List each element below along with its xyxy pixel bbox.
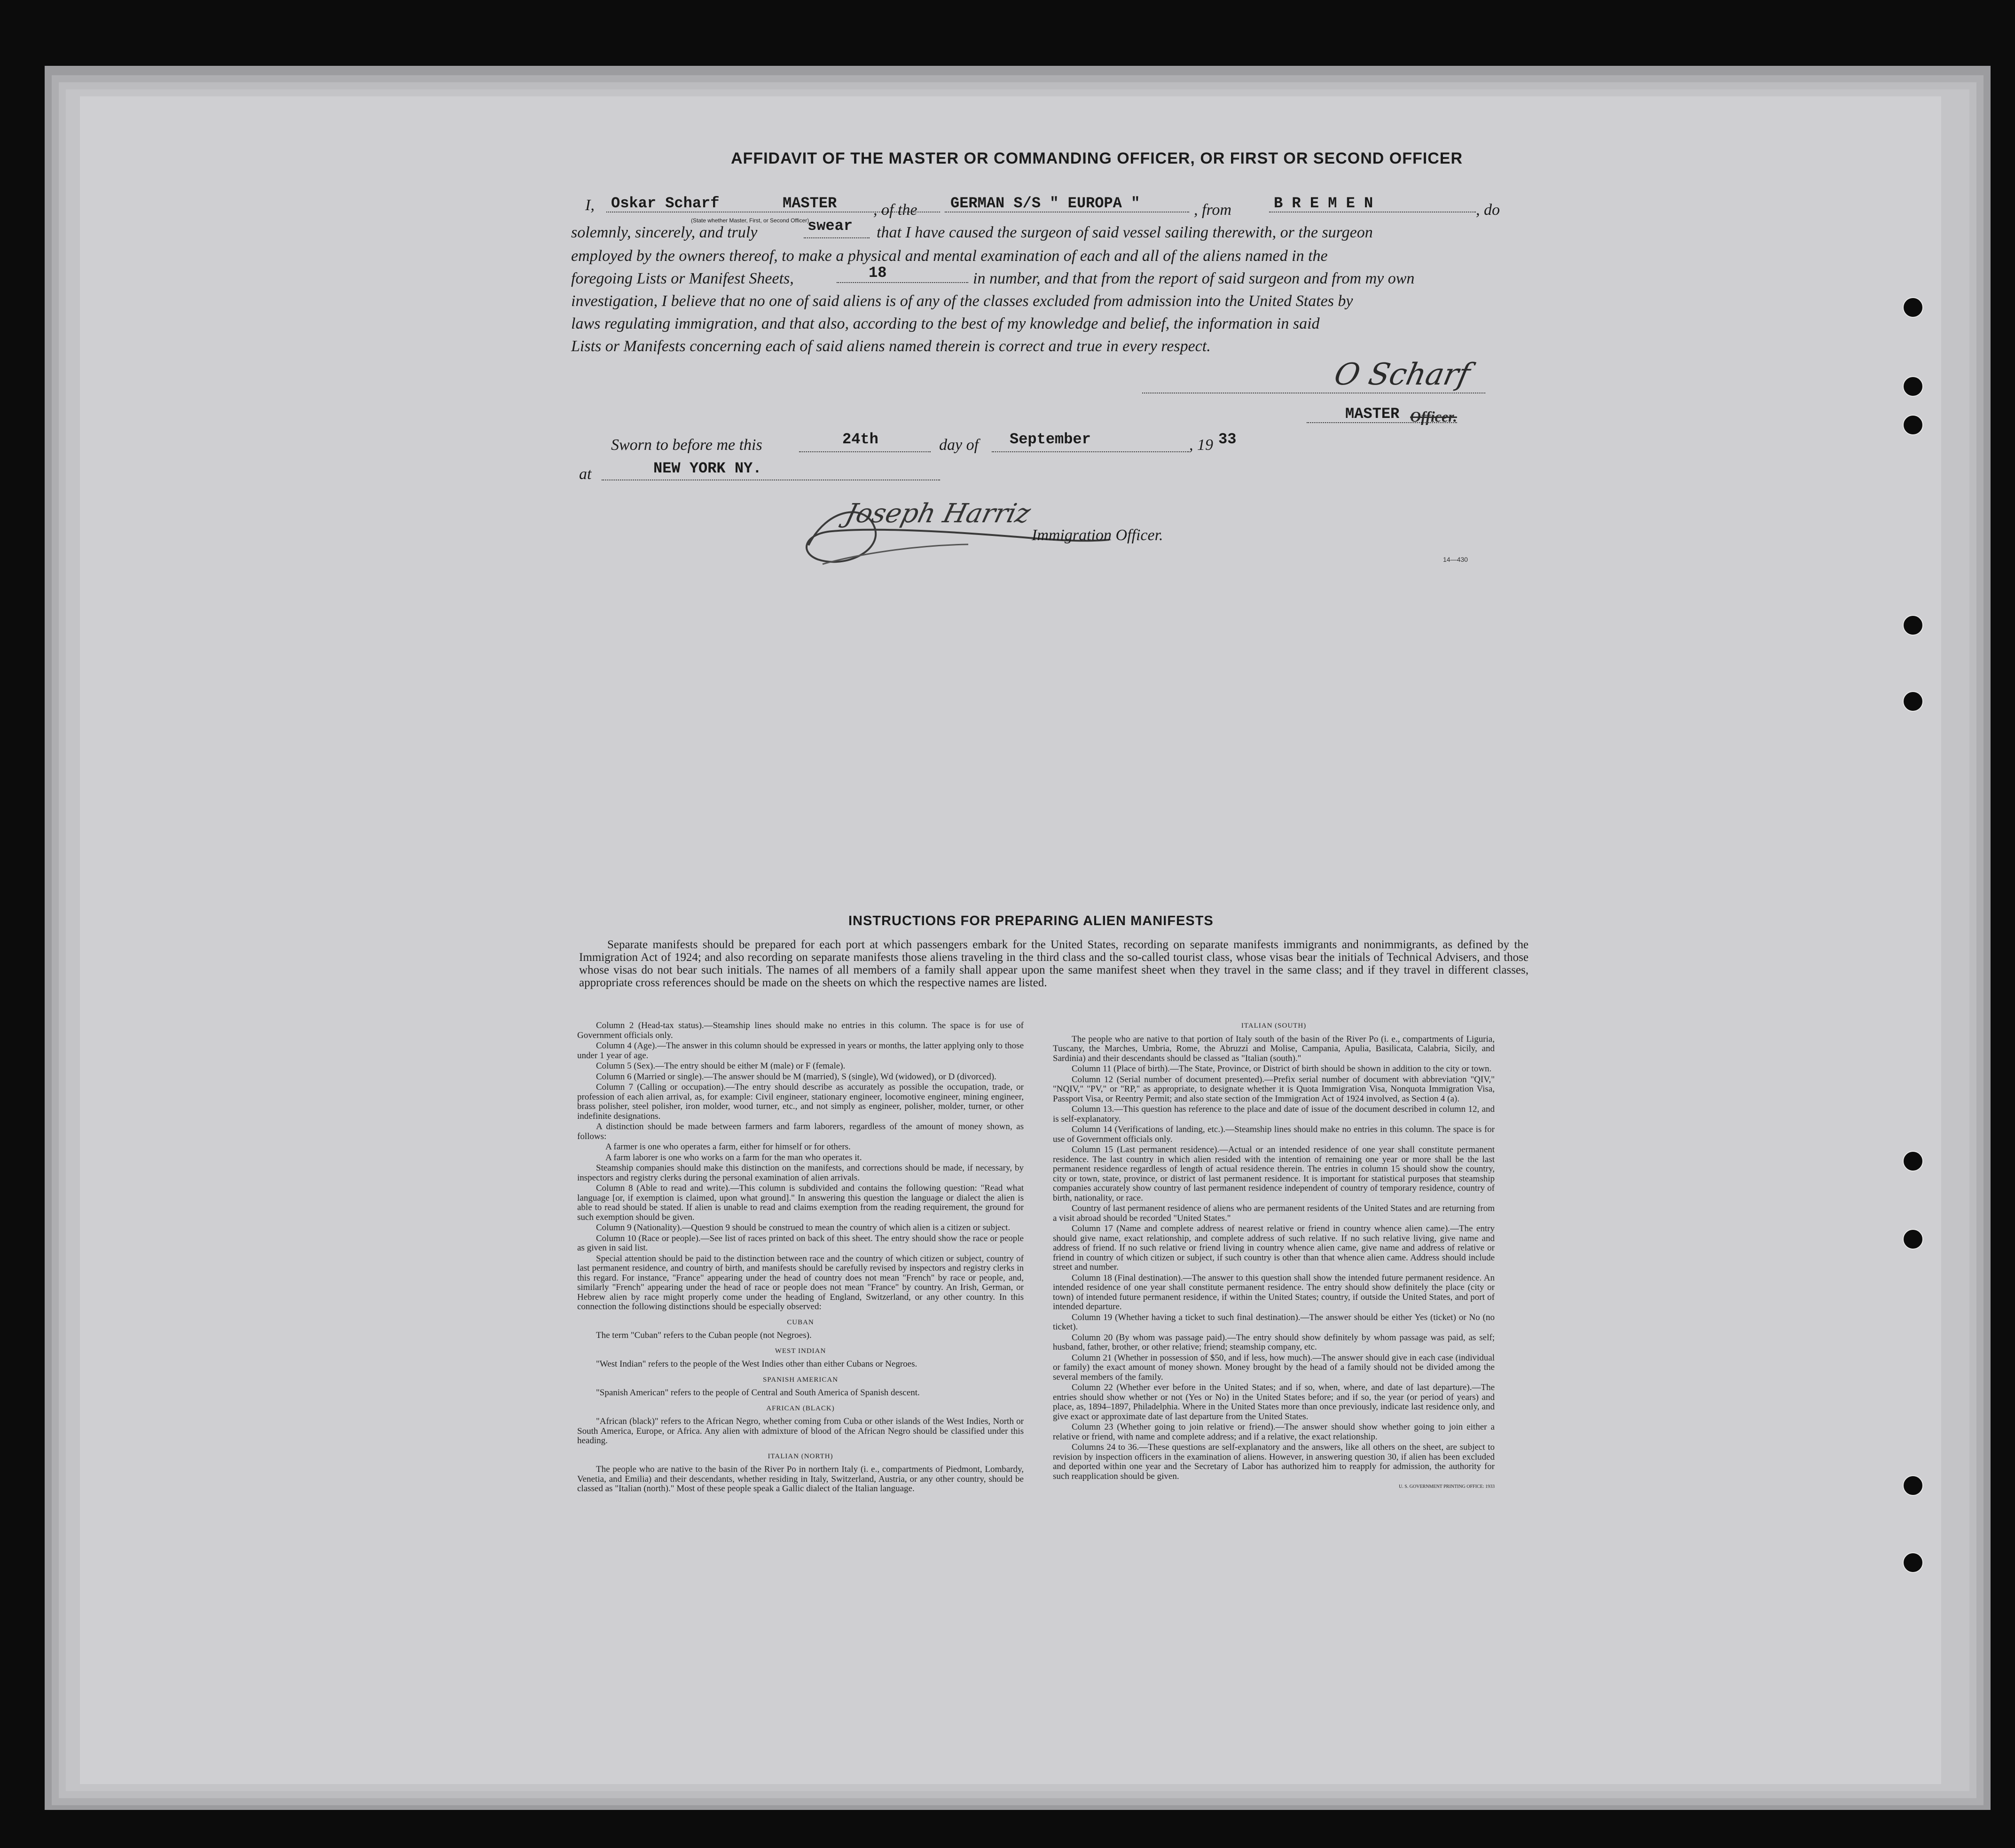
left-para: Steamship companies should make this distinction on the manifests, and corrections should be made, if necessary, by inspectors and registry clerks during the personal examination of alien arrivals. <box>577 1163 1024 1183</box>
year-prefix: , 19 <box>1189 436 1213 454</box>
right-para: Column 12 (Serial number of document presented).—Prefix serial number of document with abbreviation "QIV," "NQIV," "PV," or "RP," as appropriate, to designate whether it is Quota Immigration Visa, Nonquota Immigration Visa, Passport Visa, or Reentry Permit; and also state section of the Immigration Act of 1924 involved, as Section 4 (a). <box>1053 1074 1495 1104</box>
right-para: Column 14 (Verifications of landing, etc.).—Steamship lines should make no entries in this column. The space is for use of Government officials only. <box>1053 1125 1495 1144</box>
instructions-right-column <box>1053 1021 1495 1493</box>
binder-hole <box>1903 415 1923 435</box>
binder-hole <box>1903 1552 1923 1573</box>
instructions-left-column <box>577 1021 1024 1495</box>
title-line <box>1307 422 1457 423</box>
officer-title: Immigration Officer. <box>1032 527 1163 544</box>
officer-rank: MASTER <box>783 195 837 212</box>
instructions-title: INSTRUCTIONS FOR PREPARING ALIEN MANIFESTS <box>848 913 1214 928</box>
westindian-text: "West Indian" refers to the people of the West Indies other than either Cubans or Negroes. <box>596 1359 917 1369</box>
left-para: A distinction should be made between farmers and farm laborers, regardless of the amount of money shown, as follows: <box>577 1122 1024 1141</box>
affidavit-of-the: , of the <box>873 201 917 219</box>
affidavit-line4b: in number, and that from the report of said surgeon and from my own <box>973 270 1415 287</box>
right-para: Column 21 (Whether in possession of $50, and if less, how much).—The answer should give in each case (individual or family) the exact amount of money shown. Money brought by the head of a family should not be divided among the several members of the family. <box>1053 1353 1495 1382</box>
cuban-heading: CUBAN <box>787 1318 814 1326</box>
left-para: Column 10 (Race or people).—See list of races printed on back of this sheet. The entry should show the race or people as given in said list. <box>577 1233 1024 1253</box>
affidavit-do: , do <box>1476 201 1500 219</box>
signer-title-struck: Officer. <box>1410 408 1457 425</box>
affidavit-line5: investigation, I believe that no one of said aliens is of any of the classes excluded from admission into the United States by <box>571 292 1353 310</box>
binder-hole <box>1903 376 1923 397</box>
left-para: Column 6 (Married or single).—The answer should be M (married), S (single), Wd (widowed), or D (divorced). <box>596 1071 996 1082</box>
binder-hole <box>1903 1229 1923 1250</box>
oath-line <box>804 237 870 238</box>
affidavit-line6: laws regulating immigration, and that also, according to the best of my knowledge and belief, the information in said <box>571 315 1320 332</box>
sworn-place: NEW YORK NY. <box>653 460 762 477</box>
right-para: Column 22 (Whether ever before in the United States; and if so, when, where, and date of last departure).—The entries should show whether or not (Yes or No) in the United States before; and if so, the year (or period of years) and place, as, 1894–1897, Philadelphia. Where in the United States more than once previously, indicate last residence only, and give exact or approximate date of last departure from the United States. <box>1053 1383 1495 1422</box>
binder-hole <box>1903 691 1923 712</box>
sheets-line <box>837 282 968 283</box>
left-para: A farmer is one who operates a farm, either for himself or for others. <box>605 1142 851 1152</box>
right-para: Column 11 (Place of birth).—The State, Province, or District of birth should be shown in addition to the city or town. <box>1072 1064 1492 1074</box>
binder-hole <box>1903 1475 1923 1496</box>
affidavit-title: AFFIDAVIT OF THE MASTER OR COMMANDING OFFICER, OR FIRST OR SECOND OFFICER <box>731 149 1463 167</box>
left-para: Column 2 (Head-tax status).—Steamship lines should make no entries in this column. The space is for use of Government officials only. <box>577 1021 1024 1040</box>
affidavit-line7: Lists or Manifests concerning each of said aliens named therein is correct and true in every respect. <box>571 338 1211 355</box>
sworn-month: September <box>1010 431 1091 448</box>
italian-south-heading: ITALIAN (SOUTH) <box>1241 1022 1307 1030</box>
left-para: A farm laborer is one who works on a farm for the man who operates it. <box>605 1152 862 1163</box>
right-para: Columns 24 to 36.—These questions are self-explanatory and the answers, like all others on the sheet, are subject to revision by inspection officers in the examination of aliens. However, in answering question 30, if alien has been excluded and deported within one year and the Secretary of Labor has authorized him to reapply for admission, the authority for such reapplication should be given. <box>1053 1442 1495 1481</box>
right-para: Column 13.—This question has reference to the place and date of issue of the document described in column 12, and is self-explanatory. <box>1053 1104 1495 1124</box>
binder-hole <box>1903 1151 1923 1172</box>
sworn-day: 24th <box>842 431 878 448</box>
day-of: day of <box>939 436 979 454</box>
affidavit-i: I, <box>585 197 595 214</box>
italian-north-heading: ITALIAN (NORTH) <box>768 1452 833 1460</box>
sworn-at: at <box>579 465 592 483</box>
left-para: Column 7 (Calling or occupation).—The entry should describe as accurately as possible the occupation, trade, or profession of each alien arrival, as, for example: Civil engineer, stationary engineer, locomotive engineer, mining engineer, brass polisher, steel polisher, iron molder, wood turner, etc., and not simply as engineer, polisher, molder, turner, or other indefinite designations. <box>577 1082 1024 1121</box>
binder-hole <box>1903 615 1923 636</box>
signer-title: MASTER <box>1345 405 1400 423</box>
left-para: Special attention should be paid to the distinction between race and the country of which citizen or subject, country of last permanent residence, and country of birth, and manifests should be carefully revised by inspectors and registry clerks in this regard. For instance, "France" appearing under the head of country does not mean "French" by race or people, and, similarly "French" appearing under the head of race or people does not mean "France" by country. An Irish, German, or Hebrew alien by race might properly come under the heading of England, Switzerland, or any other country. In this connection the following distinctions should be especially observed: <box>577 1253 1024 1312</box>
port-name: B R E M E N <box>1274 195 1373 212</box>
oath-word: swear <box>808 217 853 235</box>
rank-note: (State whether Master, First, or Second Officer) <box>691 217 809 224</box>
day-line <box>799 451 931 452</box>
right-para: Country of last permanent residence of aliens who are permanent residents of the United States and are returning from a visit abroad should be recorded "United States." <box>1053 1203 1495 1223</box>
right-para: Column 20 (By whom was passage paid).—The entry should show definitely by whom passage was paid, as self; husband, father, brother, or other relative; friend; steamship company, etc. <box>1053 1332 1495 1352</box>
cuban-text: The term "Cuban" refers to the Cuban people (not Negroes). <box>596 1330 812 1340</box>
affidavit-line4a: foregoing Lists or Manifest Sheets, <box>571 270 794 287</box>
affidavit-line2b: that I have caused the surgeon of said vessel sailing therewith, or the surgeon <box>877 224 1373 241</box>
binder-hole <box>1903 297 1923 318</box>
right-para: Column 17 (Name and complete address of nearest relative or friend in country whence alien came).—The entry should give name, exact relationship, and complete address of such relative. If no such relative living, give name and address of friend. If no such relative or friend living in country whence alien came, give name and address of relative or friend in country of which citizen or subject, if such country is other than that whence alien came. Address should include street and number. <box>1053 1224 1495 1272</box>
spanish-text: "Spanish American" refers to the people of Central and South America of Spanish descent. <box>596 1388 920 1398</box>
right-para: Column 15 (Last permanent residence).—Actual or an intended residence of one year shall constitute permanent residence. The last country in which alien resided with the intention of remaining one year or more shall be the last permanent residence regardless of length of actual residence therein. The entries in column 15 should show the country, city or town, state, province, or district of last permanent residence. It is important for statistical purposes that steamship companies accurately show country of last permanent residence independent of country of temporary residence, country of birth, nationality, or race. <box>1053 1145 1495 1203</box>
vessel-name: GERMAN S/S " EUROPA " <box>950 195 1140 212</box>
master-name: Oskar Scharf <box>611 195 720 212</box>
master-signature: O Scharf <box>1331 357 1474 392</box>
officer-signature: Joseph Harriz <box>842 498 1034 529</box>
sworn-year: 33 <box>1218 431 1237 448</box>
african-heading: AFRICAN (BLACK) <box>766 1404 835 1412</box>
left-para: Column 8 (Able to read and write).—This column is subdivided and contains the following question: "Read what language [or, if exemption is claimed, upon what ground]." In answering this question the language or dialect the alien is able to read should be stated. If alien is unable to read and claims exemption from the reading requirement, the ground for such exemption should be given. <box>577 1183 1024 1222</box>
left-para: Column 4 (Age).—The answer in this column should be expressed in years or months, the latter applying only to those under 1 year of age. <box>577 1041 1024 1061</box>
right-para: The people who are native to that portion of Italy south of the basin of the River Po (i. e., compartments of Liguria, Tuscany, the Marches, Umbria, Rome, the Abruzzi and Molise, Campania, Apulia, Basilicata, Calabria, Sicily, and Sardinia) and their descendants should be classed as "Italian (south)." <box>1053 1034 1495 1063</box>
instructions-intro: Separate manifests should be prepared for each port at which passengers embark for the United States, recording on separate manifests immigrants and nonimmigrants, as defined by the Immigration Act of 1924; and also recording on separate manifests those aliens traveling in the third class and the so-called tourist class, whose visas bear the initials of Technical Advisers, and those whose visas do not bear such initials. The names of all members of a family shall appear upon the same manifest sheet when they travel in the same class; and if they travel in different classes, appropriate cross references should be made on the sheets on which the respective names are listed. <box>579 938 1529 989</box>
form-number: 14—430 <box>1443 556 1468 563</box>
month-line <box>992 451 1189 452</box>
left-para: Column 9 (Nationality).—Question 9 should be construed to mean the country of which alien is a citizen or subject. <box>596 1223 1011 1233</box>
right-para: Column 23 (Whether going to join relative or friend).—The answer should show whether going to join either a relative or friend, with name and complete address; and if a relative, the exact relationship. <box>1053 1422 1495 1442</box>
printer-note: U. S. GOVERNMENT PRINTING OFFICE: 1933 <box>1399 1484 1495 1489</box>
sworn-text: Sworn to before me this <box>611 436 762 454</box>
sheet-count: 18 <box>869 264 887 282</box>
right-para: Column 18 (Final destination).—The answer to this question shall show the intended future permanent residence. An intended residence of one year shall constitute permanent residence. The entry should show definitely the place (city or town) of intended future permanent residence, if within the United States; country, if outside the United States, and port of intended departure. <box>1053 1273 1495 1312</box>
westindian-heading: WEST INDIAN <box>775 1347 826 1355</box>
right-para: Column 19 (Whether having a ticket to such final destination).—The answer should be either Yes (ticket) or No (no ticket). <box>1053 1312 1495 1332</box>
affidavit-from: , from <box>1194 201 1231 219</box>
left-para: Column 5 (Sex).—The entry should be either M (male) or F (female). <box>596 1061 846 1071</box>
italian-north-text: The people who are native to the basin of the River Po in northern Italy (i. e., compartments of Piedmont, Lombardy, Venetia, and Emilia) and their descendants, whether residing in Italy, Switzerland, Austria, or any other country, should be classed as "Italian (north)." Most of these people speak a Gallic dialect of the Italian language. <box>577 1464 1024 1494</box>
african-text: "African (black)" refers to the African Negro, whether coming from Cuba or other islands of the West Indies, North or South America, Europe, or Africa. Any alien with admixture of blood of the African Negro should be classified under this heading. <box>577 1416 1024 1446</box>
affidavit-line2a: solemnly, sincerely, and truly <box>571 224 758 241</box>
affidavit-line3: employed by the owners thereof, to make a physical and mental examination of each and all of the aliens named in the <box>571 247 1328 265</box>
spanish-heading: SPANISH AMERICAN <box>762 1376 839 1384</box>
